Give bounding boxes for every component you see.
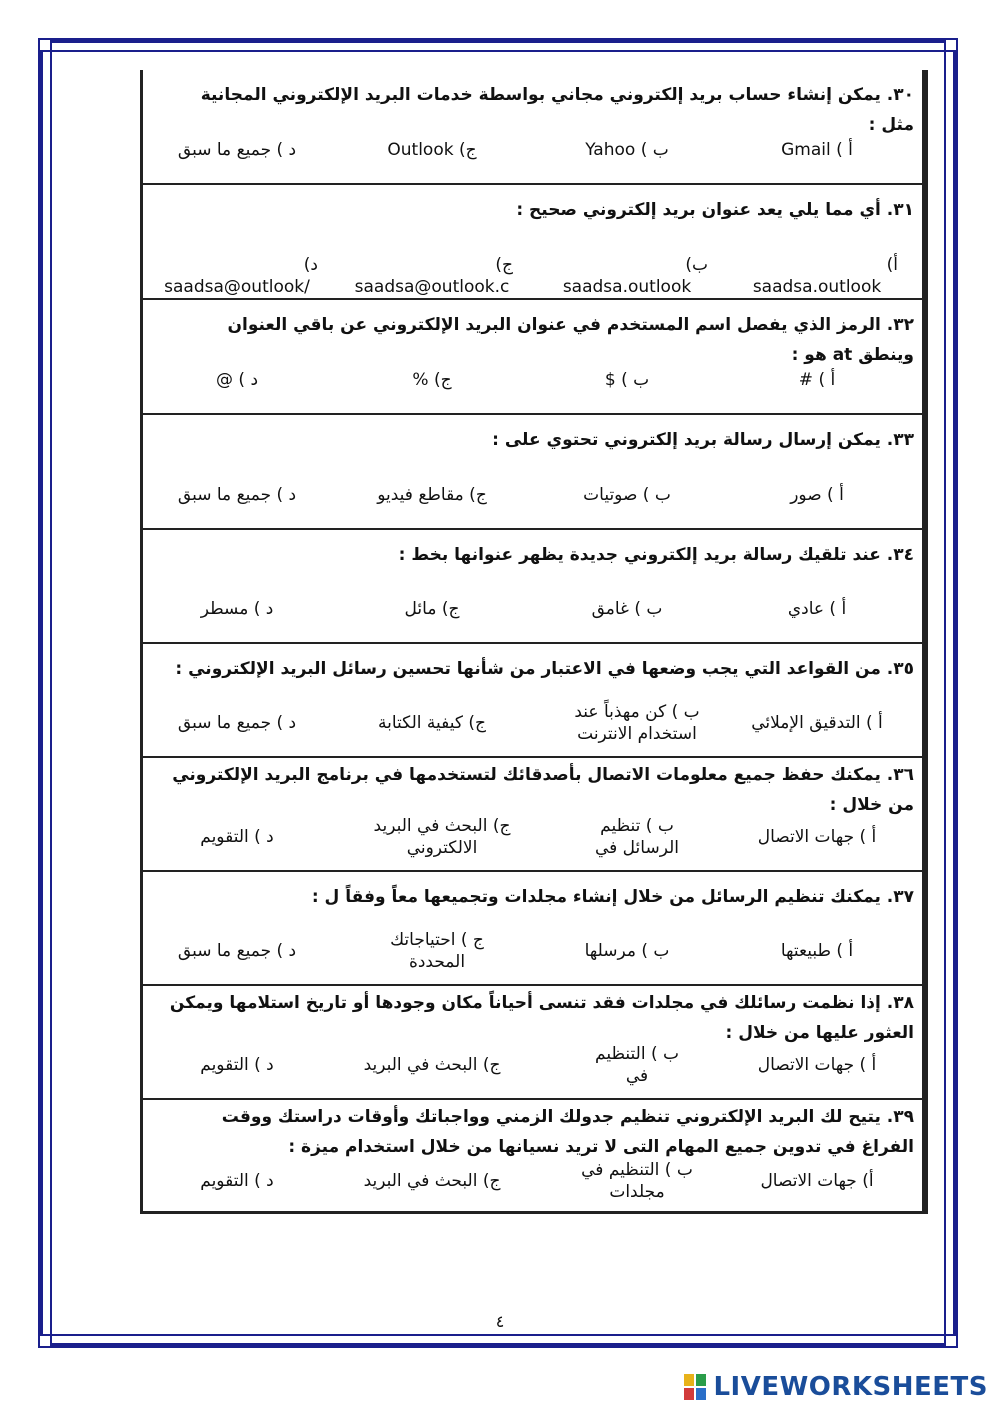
options-row (143, 240, 922, 298)
option-b[interactable]: ب ) التنظيم في (595, 1044, 679, 1086)
option-d[interactable]: د ) @ (216, 370, 259, 390)
option-c[interactable]: ج) % (412, 370, 452, 390)
option-a[interactable]: أ ) عادي (787, 599, 847, 619)
option-a[interactable]: أ ) جهات الاتصال (757, 1055, 877, 1075)
question-text: ٣٩. يتيح لك البريد الإلكتروني تنظيم جدولك الزمني وواجباتك وأوقات دراستك ووقت الفراغ في تدوين جميع المهام التى لا تريد نسيانها من خلال استخدام ميزة : (221, 1107, 914, 1157)
question-38 (143, 986, 922, 1100)
option-value: saadsa.outlook (562, 277, 692, 297)
option-c[interactable]: ج) مقاطع فيديو (377, 485, 487, 505)
options-row (143, 1152, 922, 1210)
option-label: ب) (685, 255, 708, 275)
questions-table (140, 70, 928, 1214)
option-label: أ) (886, 255, 898, 275)
option-a[interactable]: أ) جهات الاتصال (760, 1171, 874, 1191)
question-text: ٣٢. الرمز الذي يفصل اسم المستخدم في عنوان البريد الإلكتروني عن باقي العنوان وينطق at هو : (227, 315, 914, 365)
question-text: ٣١. أي مما يلي يعد عنوان بريد إلكتروني صحيح : (516, 200, 914, 220)
option-b[interactable]: ب ) Yahoo (585, 140, 669, 160)
question-text: ٣٨. إذا نظمت رسائلك في مجلدات فقد تنسى أحياناً مكان وجودها أو تاريخ استلامها ويمكن العثور عليها من خلال : (169, 993, 914, 1043)
question-37 (143, 872, 922, 986)
question-39 (143, 1100, 922, 1214)
option-value: saadsa@outlook/ (164, 277, 310, 297)
option-b[interactable]: ب ) التنظيم في مجلدات (581, 1160, 693, 1202)
option-c[interactable]: ج) البحث في البريد (363, 1055, 501, 1075)
option-a[interactable]: أ ) Gmail (781, 140, 853, 160)
option-d[interactable]: د ) التقويم (200, 1055, 274, 1075)
question-31 (143, 185, 922, 300)
question-text: ٣٥. من القواعد التي يجب وضعها في الاعتبار من شأنها تحسين رسائل البريد الإلكتروني : (175, 659, 914, 679)
option-c[interactable]: ج) Outlook (387, 140, 477, 160)
option-c[interactable]: ج) البحث في البريد الالكتروني (373, 816, 511, 858)
question-35 (143, 644, 922, 758)
logo-grid-icon (683, 1373, 707, 1401)
question-32 (143, 300, 922, 415)
options-row (143, 580, 922, 638)
question-30 (143, 70, 922, 185)
options-row (143, 1036, 922, 1094)
option-b[interactable] (532, 240, 722, 298)
option-a[interactable]: أ ) صور (790, 485, 844, 505)
option-d[interactable]: د ) جميع ما سبق (177, 941, 297, 961)
options-row (143, 694, 922, 752)
option-value: saadsa@outlook.c (354, 277, 510, 297)
frame-corner (944, 1334, 958, 1348)
option-a[interactable]: أ ) طبيعتها (780, 941, 854, 961)
option-b[interactable]: ب ) غامق (591, 599, 663, 619)
option-c[interactable]: ج) مائل (404, 599, 460, 619)
liveworksheets-logo[interactable] (683, 1372, 988, 1402)
option-d[interactable]: د ) التقويم (200, 827, 274, 847)
option-b[interactable]: ب ) كن مهذباً عند استخدام الانترنت (574, 702, 700, 744)
options-row (143, 351, 922, 409)
question-text: ٣٣. يمكن إرسال رسالة بريد إلكتروني تحتوي على : (492, 430, 914, 450)
option-c[interactable]: ج ) احتياجاتك المحددة (390, 930, 484, 972)
question-text: ٣٤. عند تلقيك رسالة بريد إلكتروني جديدة يظهر عنوانها بخط : (398, 545, 914, 565)
options-row (143, 808, 922, 866)
frame-corner (944, 38, 958, 52)
options-row (143, 466, 922, 524)
option-d[interactable]: د ) مسطر (200, 599, 274, 619)
option-d[interactable]: د ) جميع ما سبق (177, 140, 297, 160)
question-33 (143, 415, 922, 530)
options-row (143, 121, 922, 179)
option-label: ج) (495, 255, 513, 275)
option-a[interactable] (722, 240, 912, 298)
option-d[interactable]: د ) جميع ما سبق (177, 713, 297, 733)
option-d[interactable]: د ) جميع ما سبق (177, 485, 297, 505)
page-number: ٤ (495, 1312, 505, 1331)
question-text: ٣٦. يمكنك حفظ جميع معلومات الاتصال بأصدقائك لتستخدمها في برنامج البريد الإلكتروني من خلال : (172, 765, 914, 815)
option-value: saadsa.outlook (752, 277, 882, 297)
question-text: ٣٠. يمكن إنشاء حساب بريد إلكتروني مجاني بواسطة خدمات البريد الإلكتروني المجانية مثل : (200, 85, 914, 135)
option-a[interactable]: أ ) جهات الاتصال (757, 827, 877, 847)
option-a[interactable]: أ ) التدقيق الإملائي (751, 713, 883, 733)
option-b[interactable]: ب ) صوتيات (583, 485, 671, 505)
option-c[interactable]: ج) البحث في البريد (363, 1171, 501, 1191)
option-d[interactable] (142, 240, 332, 298)
option-b[interactable]: ب ) $ (604, 370, 650, 390)
option-a[interactable]: أ ) # (798, 370, 836, 390)
question-text: ٣٧. يمكنك تنظيم الرسائل من خلال إنشاء مجلدات وتجميعها معاً وفقاً ل : (311, 887, 914, 907)
option-d[interactable]: د ) التقويم (200, 1171, 274, 1191)
option-label: د) (303, 255, 318, 275)
frame-corner (38, 38, 52, 52)
option-b[interactable]: ب ) تنظيم الرسائل في (594, 816, 679, 858)
logo-text: LIVEWORKSHEETS (713, 1372, 988, 1402)
option-b[interactable]: ب ) مرسلها (584, 941, 670, 961)
question-34 (143, 530, 922, 644)
option-c[interactable] (337, 240, 527, 298)
options-row (143, 922, 922, 980)
question-36 (143, 758, 922, 872)
option-c[interactable]: ج) كيفية الكتابة (378, 713, 486, 733)
frame-corner (38, 1334, 52, 1348)
